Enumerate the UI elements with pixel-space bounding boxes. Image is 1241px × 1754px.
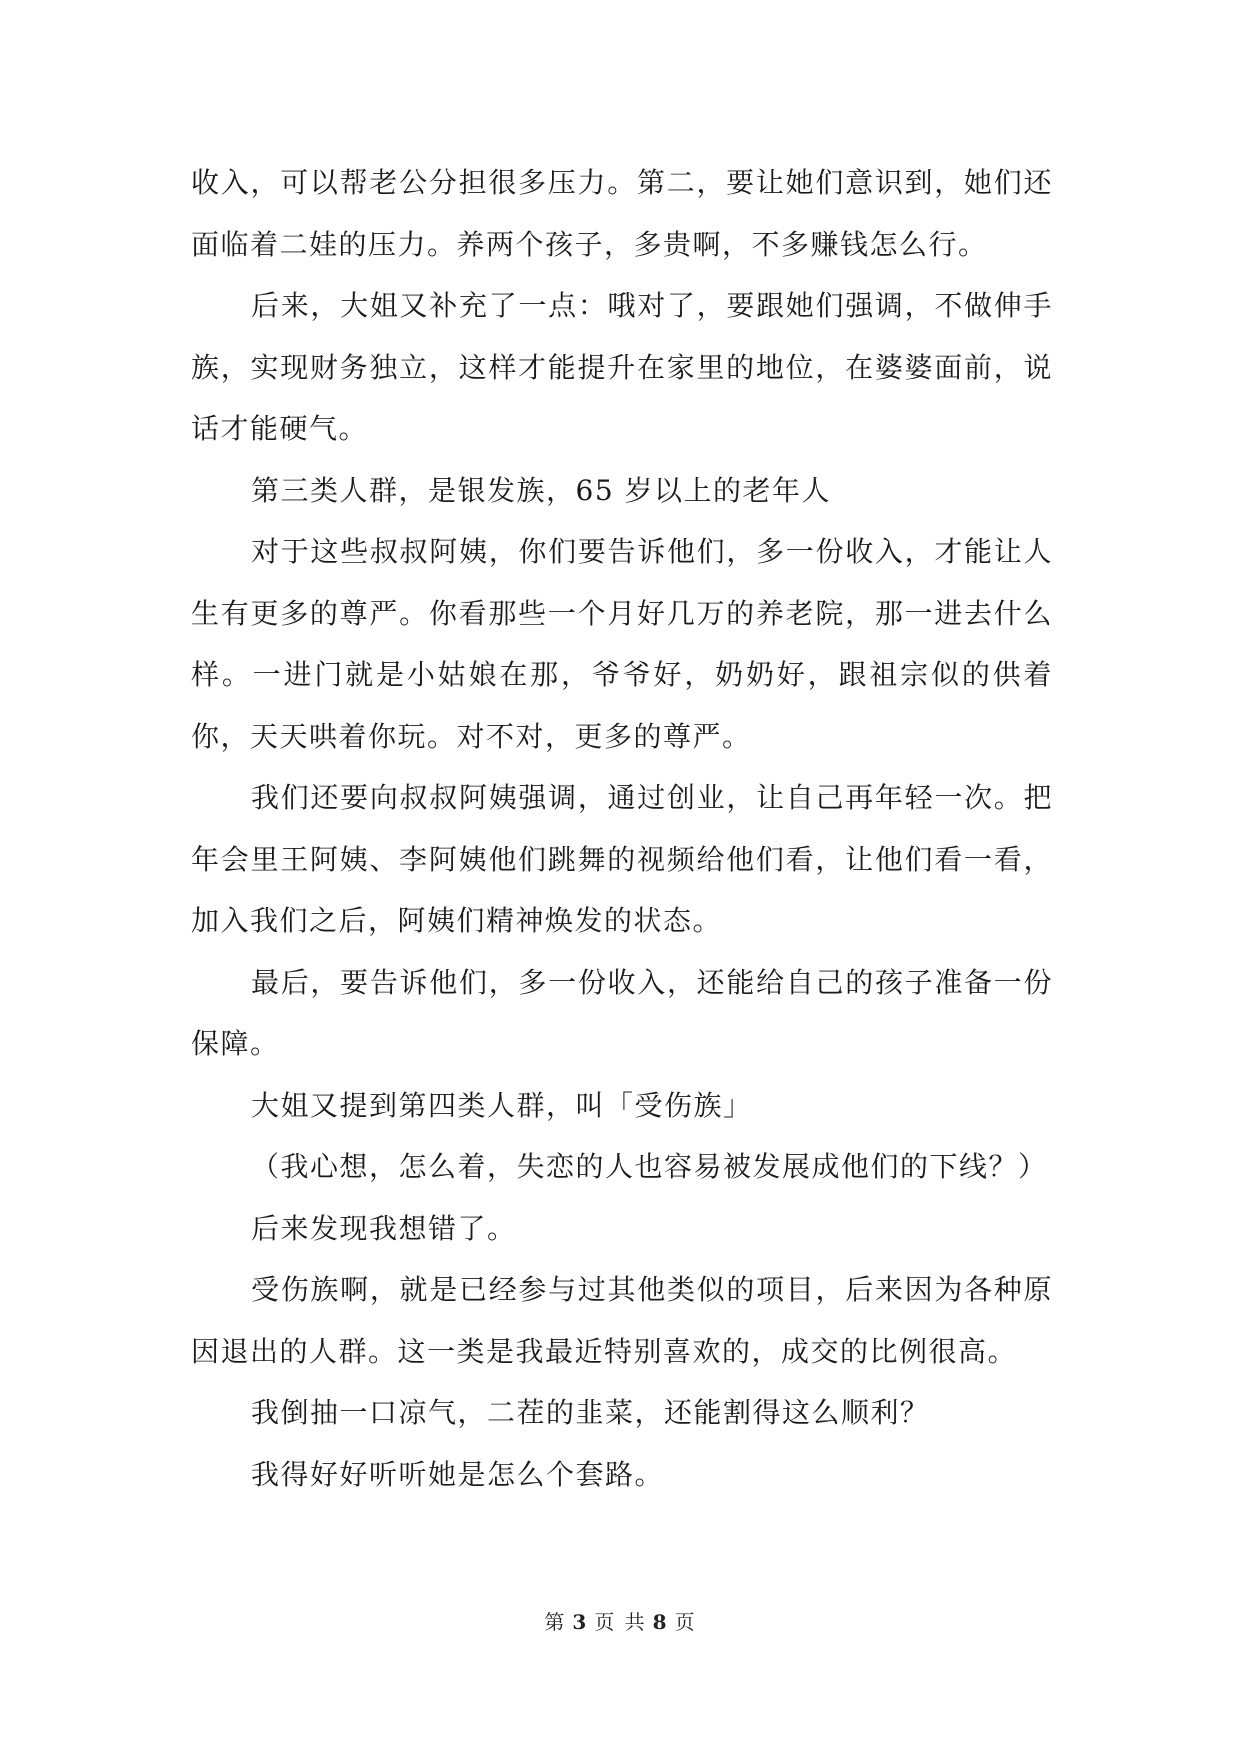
page-footer [0,1606,1241,1635]
current-page-number: 3 [572,1610,589,1634]
paragraph-10: 受伤族啊，就是已经参与过其他类似的项目，后来因为各种原因退出的人群。这一类是我最近特别喜欢的，成交的比例很高。 [191,1273,1053,1368]
paragraph-1: 收入，可以帮老公分担很多压力。第二，要让她们意识到，她们还面临着二娃的压力。养两个孩子，多贵啊，不多赚钱怎么行。 [191,166,1053,261]
paragraph-7: 大姐又提到第四类人群，叫「受伤族」 [251,1088,753,1122]
paragraph-9: 后来发现我想错了。 [251,1211,517,1245]
paragraph-3: 第三类人群，是银发族，65 岁以上的老年人 [251,473,832,507]
paragraph-6: 最后，要告诉他们，多一份收入，还能给自己的孩子准备一份保障。 [191,965,1053,1060]
paragraph-12: 我得好好听听她是怎么个套路。 [251,1457,665,1491]
total-pages-number: 8 [652,1610,669,1634]
footer-middle: 页 共 [594,1610,647,1634]
paragraph-11: 我倒抽一口凉气，二茬的韭菜，还能割得这么顺利？ [251,1396,930,1429]
footer-prefix: 第 [544,1610,567,1634]
document-body [191,152,1053,1505]
footer-suffix: 页 [674,1610,697,1634]
paragraph-8: （我心想，怎么着，失恋的人也容易被发展成他们的下线？） [251,1150,1048,1183]
paragraph-4: 对于这些叔叔阿姨，你们要告诉他们，多一份收入，才能让人生有更多的尊严。你看那些一个月好几万的养老院，那一进去什么样。一进门就是小姑娘在那，爷爷好，奶奶好，跟祖宗似的供着你，天天哄着你玩。对不对，更多的尊严。 [191,535,1053,753]
paragraph-2: 后来，大姐又补充了一点：哦对了，要跟她们强调，不做伸手族，实现财务独立，这样才能提升在家里的地位，在婆婆面前，说话才能硬气。 [191,289,1053,445]
paragraph-5: 我们还要向叔叔阿姨强调，通过创业，让自己再年轻一次。把年会里王阿姨、李阿姨他们跳舞的视频给他们看，让他们看一看，加入我们之后，阿姨们精神焕发的状态。 [191,781,1053,937]
